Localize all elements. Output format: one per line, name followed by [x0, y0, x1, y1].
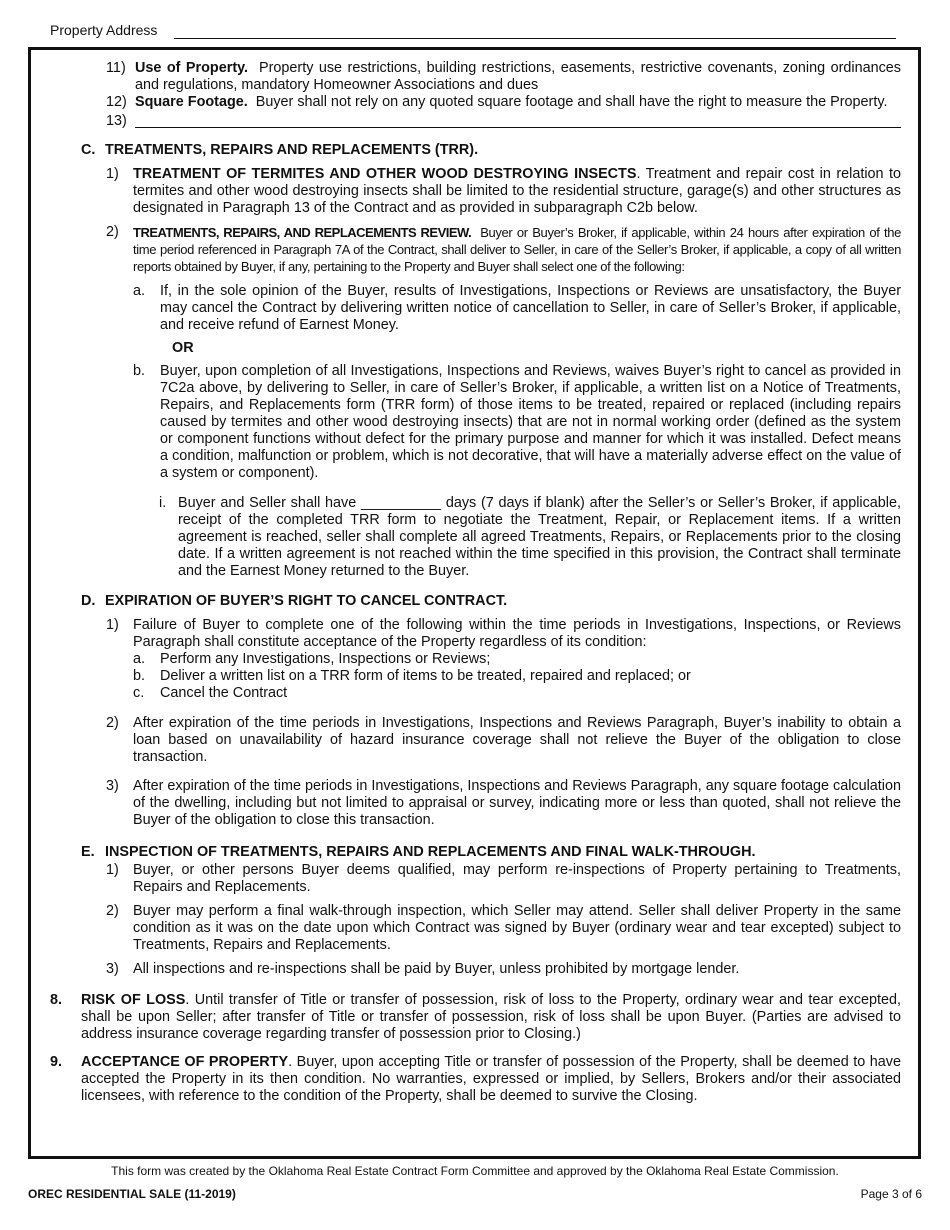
- c2-number: 2): [106, 224, 119, 240]
- or-label: OR: [172, 340, 194, 356]
- item-13-blank-line[interactable]: [135, 127, 901, 128]
- section-9-paragraph: [81, 1054, 901, 1105]
- c1-number: 1): [106, 166, 119, 182]
- section-8-number: 8.: [50, 992, 63, 1008]
- section-c-title: TREATMENTS, REPAIRS AND REPLACEMENTS (TRR).: [105, 142, 479, 158]
- c2bi-paragraph: [178, 495, 901, 580]
- form-id: OREC RESIDENTIAL SALE (11-2019): [28, 1187, 236, 1201]
- e1-text: Buyer, or other persons Buyer deems qualified, may perform re-inspections of Property pertaining to Treatments, Repairs and Replacements.: [133, 862, 901, 895]
- c1-title: TREATMENT OF TERMITES AND OTHER WOOD DESTROYING INSECTS: [133, 166, 637, 182]
- section-e-letter: E.: [81, 844, 95, 860]
- page-number: Page 3 of 6: [860, 1187, 922, 1201]
- item-11-number: 11): [106, 60, 126, 76]
- d3-number: 3): [106, 778, 119, 794]
- section-8-text: . Until transfer of Title or transfer of possession, risk of loss to the Property, ordinary wear and tear excepted, shall be upon Seller; after transfer of Title or transfer of possession, risk of loss shall be upon Buyer. (Parties are advised to address insurance coverage regarding transfer of possession prior to Closing.): [81, 992, 902, 1042]
- e2-number: 2): [106, 903, 119, 919]
- item-12-title: Square Footage.: [135, 94, 248, 110]
- item-11-title: Use of Property.: [135, 60, 249, 76]
- section-d-title: EXPIRATION OF BUYER’S RIGHT TO CANCEL CONTRACT.: [105, 593, 508, 609]
- d1-number: 1): [106, 617, 119, 633]
- c2bi-text-pre: Buyer and Seller shall have: [178, 495, 357, 511]
- e2-text: Buyer may perform a final walk-through inspection, which Seller may attend. Seller shall deliver Property in the same condition as it was on the date upon which Contract was signed by Buyer (ordinary wear and tear excepted) subject to Treatments, Repairs and Replacements.: [133, 903, 901, 953]
- c2bi-letter: i.: [159, 495, 167, 511]
- c2a-text: If, in the sole opinion of the Buyer, results of Investigations, Inspections or Reviews are unsatisfactory, the Buyer may cancel the Contract by delivering written notice of cancellation to Seller, in care of Seller’s Broker, if applicable, and receive refund of Earnest Money.: [160, 283, 901, 333]
- section-d-letter: D.: [81, 593, 96, 609]
- d2-text: After expiration of the time periods in Investigations, Inspections and Reviews Paragraph, Buyer’s inability to obtain a loan based on unavailability of hazard insurance coverage shall not relieve the Buyer of the obligation to close transaction.: [133, 715, 901, 765]
- c2bi-text-post: days (7 days if blank) after the Seller’s or Seller’s Broker, if applicable, receipt of the completed TRR form to negotiate the Treatment, Repair, or Replacement items. If a written agreement is reached, seller shall complete all agreed Treatments, Repairs, or Replacements prior to the closing date. If a written agreement is not reached within the time specified in this provision, the Contract shall terminate and the Earnest Money returned to the Buyer.: [178, 495, 901, 579]
- item-13-number: 13): [106, 113, 127, 129]
- section-9-title: ACCEPTANCE OF PROPERTY: [81, 1054, 289, 1070]
- c2a-letter: a.: [133, 283, 146, 299]
- c1-paragraph: [133, 166, 901, 217]
- d1c-text: Cancel the Contract: [160, 685, 288, 701]
- days-blank[interactable]: __________: [361, 495, 442, 511]
- c1-text: . Treatment and repair cost in relation to termites and other wood destroying insects shall be limited to the residential structure, garage(s) and other structures as designated in Paragraph 13 of the Contract and as provided in subparagraph C2b below.: [133, 166, 901, 216]
- section-e-title: INSPECTION OF TREATMENTS, REPAIRS AND REPLACEMENTS AND FINAL WALK-THROUGH.: [105, 844, 756, 860]
- d1-text: Failure of Buyer to complete one of the following within the time periods in Investigations, Inspections, or Reviews Paragraph shall constitute acceptance of the Property regardless of its condition:: [133, 617, 901, 650]
- section-8-paragraph: [81, 992, 901, 1043]
- item-11-text: Property use restrictions, building restrictions, easements, restrictive covenants, zoning ordinances and regulations, mandatory Homeowner Associations and dues: [135, 60, 901, 93]
- section-8-title: RISK OF LOSS: [81, 992, 186, 1008]
- section-9-number: 9.: [50, 1054, 63, 1070]
- d1a-letter: a.: [133, 651, 146, 667]
- item-12-number: 12): [106, 94, 127, 110]
- d3-text: After expiration of the time periods in Investigations, Inspections and Reviews Paragraph, any square footage calculation of the dwelling, including but not limited to appraisal or survey, indicating more or less than quoted, shall not relieve the Buyer of the obligation to close this transaction.: [133, 778, 901, 828]
- section-c-letter: C.: [81, 142, 96, 158]
- e3-text: All inspections and re-inspections shall be paid by Buyer, unless prohibited by mortgage lender.: [133, 961, 740, 977]
- d2-number: 2): [106, 715, 119, 731]
- property-address-label: Property Address: [50, 22, 158, 38]
- c2-title: TREATMENTS, REPAIRS, AND REPLACEMENTS REVIEW.: [133, 225, 472, 240]
- e3-number: 3): [106, 961, 119, 977]
- c2b-letter: b.: [133, 363, 146, 379]
- section-9-text: . Buyer, upon accepting Title or transfer of possession of the Property, shall be deemed to have accepted the Property in its then condition. No warranties, expressed or implied, by Sellers, Brokers and/or their associated licensees, with reference to the condition of the Property, shall be deemed to survive the Closing.: [81, 1054, 901, 1104]
- item-12: [135, 94, 901, 111]
- c2b-text: Buyer, upon completion of all Investigations, Inspections and Reviews, waives Buyer’s right to cancel as provided in 7C2a above, by delivering to Seller, in care of Seller’s Broker, if applicable, a written list on a Notice of Treatments, Repairs, and Replacements form (TRR form) of those items to be treated, repaired or replaced (including repairs caused by termites and other wood destroying insects) that are not in normal working order (defined as the system or component functions without defect for the primary purpose and manner for which it was installed. Defect means a condition, malfunction or problem, which is not decorative, that will have a materially adverse effect on the value of a system or component).: [160, 363, 901, 481]
- property-address-field[interactable]: [174, 38, 896, 39]
- d1b-text: Deliver a written list on a TRR form of items to be treated, repaired and replaced; or: [160, 668, 691, 684]
- item-11: [135, 60, 901, 94]
- c2-paragraph: [133, 224, 901, 275]
- d1c-letter: c.: [133, 685, 145, 701]
- item-12-text: Buyer shall not rely on any quoted square footage and shall have the right to measure the Property.: [255, 94, 888, 110]
- c2-text: Buyer or Buyer’s Broker, if applicable, within 24 hours after expiration of the time period referenced in Paragraph 7A of the Contract, shall deliver to Seller, in care of the Seller’s Broker, if applicable, a copy of all written reports obtained by Buyer, if any, pertaining to the Property and Buyer shall select one of the following:: [133, 225, 902, 274]
- d1b-letter: b.: [133, 668, 146, 684]
- d1a-text: Perform any Investigations, Inspections or Reviews;: [160, 651, 491, 667]
- footer-note: This form was created by the Oklahoma Real Estate Contract Form Committee and approved by the Oklahoma Real Estate Commission.: [111, 1164, 839, 1178]
- e1-number: 1): [106, 862, 119, 878]
